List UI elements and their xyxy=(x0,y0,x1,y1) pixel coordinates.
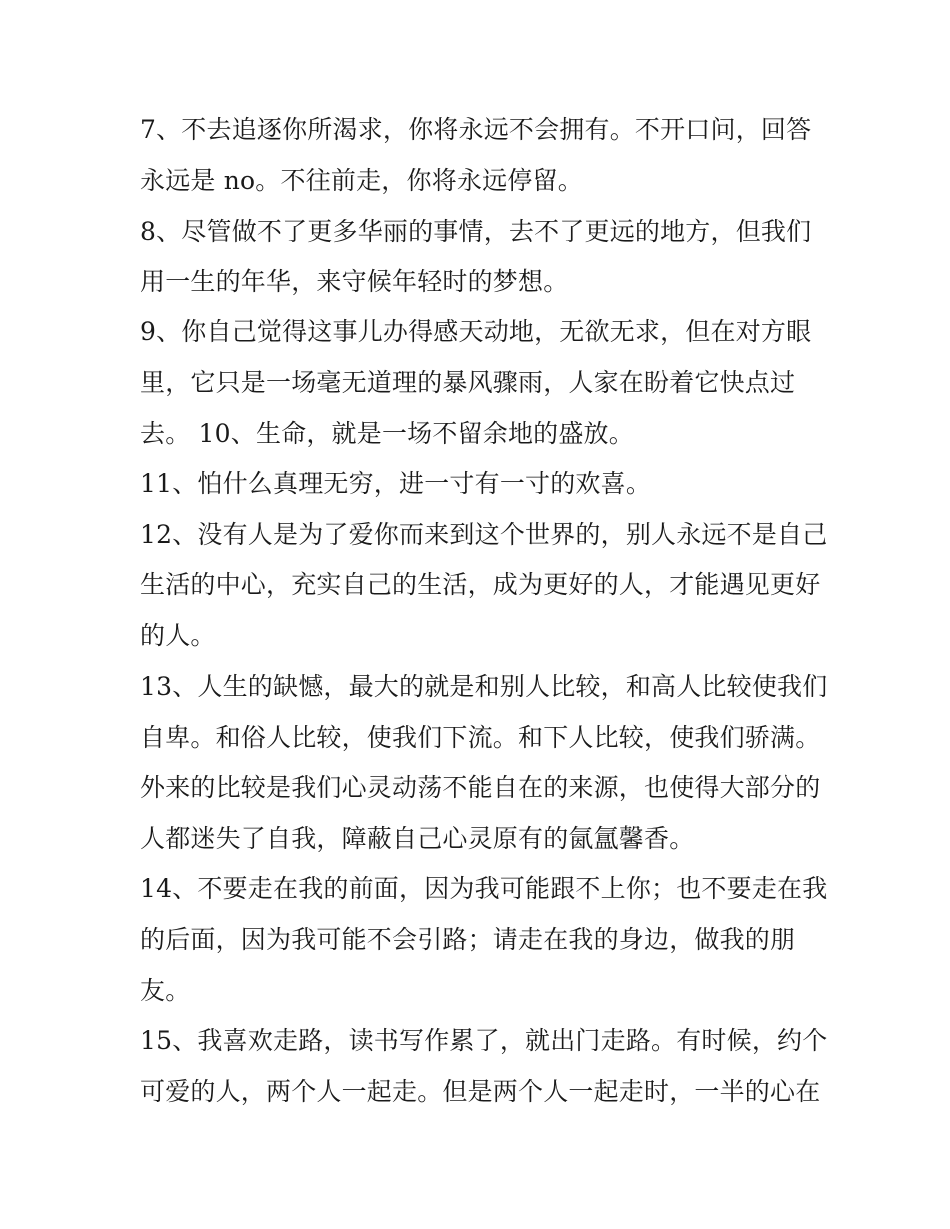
text-line: 14、不要走在我的前面，因为我可能跟不上你；也不要走在我 xyxy=(140,874,828,903)
text-line: 里，它只是一场毫无道理的暴风骤雨，人家在盼着它快点过 xyxy=(140,368,796,397)
text-line: 12、没有人是为了爱你而来到这个世界的，别人永远不是自己 xyxy=(140,520,828,549)
text-line: 7、不去追逐你所渴求，你将永远不会拥有。不开口问，回答 xyxy=(140,115,812,144)
text-line: 去。 10、生命，就是一场不留余地的盛放。 xyxy=(140,419,634,448)
text-line: 用一生的年华，来守候年轻时的梦想。 xyxy=(140,267,569,296)
text-line: 13、人生的缺憾，最大的就是和别人比较，和高人比较使我们 xyxy=(140,672,828,701)
text-line: 11、怕什么真理无穷，进一寸有一寸的欢喜。 xyxy=(140,469,652,498)
text-line: 永远是 no。不往前走，你将永远停留。 xyxy=(140,166,583,195)
text-line: 友。 xyxy=(140,976,191,1005)
text-line: 的后面，因为我可能不会引路；请走在我的身边，做我的朋 xyxy=(140,925,796,954)
text-line: 人都迷失了自我，障蔽自己心灵原有的氤氲馨香。 xyxy=(140,824,695,853)
text-line: 8、尽管做不了更多华丽的事情，去不了更远的地方，但我们 xyxy=(140,217,812,246)
text-line: 生活的中心，充实自己的生活，成为更好的人，才能遇见更好 xyxy=(140,570,821,599)
text-line: 外来的比较是我们心灵动荡不能自在的来源，也使得大部分的 xyxy=(140,773,821,802)
text-line: 的人。 xyxy=(140,621,216,650)
text-line: 可爱的人，两个人一起走。但是两个人一起走时，一半的心在 xyxy=(140,1077,821,1106)
text-line: 自卑。和俗人比较，使我们下流。和下人比较，使我们骄满。 xyxy=(140,723,821,752)
text-line: 15、我喜欢走路，读书写作累了，就出门走路。有时候，约个 xyxy=(140,1026,828,1055)
text-line: 9、你自己觉得这事儿办得感天动地，无欲无求，但在对方眼 xyxy=(140,317,812,346)
